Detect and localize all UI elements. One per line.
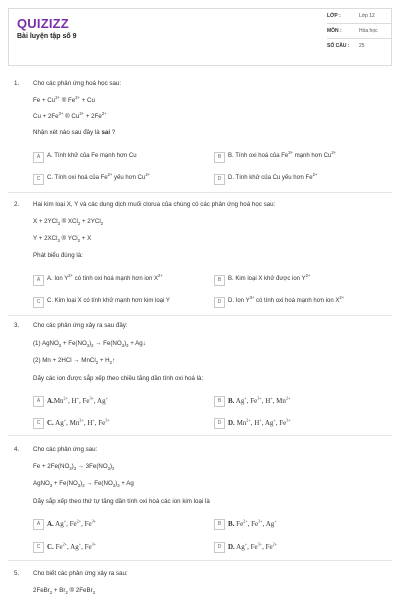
worksheet-header (8, 8, 392, 66)
option-letter-box: C (33, 297, 44, 308)
question-text: Hai kim loại X, Y và các dung dịch muối clorua của chúng có các phản ứng hoá học sau: (33, 201, 276, 208)
option-letter-box: D (214, 297, 225, 308)
meta-value: Hóa học (359, 28, 378, 34)
reaction-line: 2FeBr$_2$ + $Br_2$ ® 2FeBr$_3$ (33, 587, 95, 596)
question-text: Cho biết các phản ứng xảy ra sau: (33, 570, 128, 577)
option-a[interactable] (33, 518, 96, 530)
option-a[interactable] (33, 151, 137, 163)
option-text: D. Ag+, $Fe^{3+}$, $Fe^{2+}$ (228, 541, 278, 551)
meta-value: 25 (359, 43, 365, 49)
option-b[interactable] (214, 274, 310, 286)
reaction-line: (1) AgNO$_3$ + $Fe(NO_3)_2 \to Fe(NO_3)_3$ + Ag↓ (33, 340, 146, 349)
reaction-line: $Fe + Cu^{2+}$ ® $Fe^{2+} + Cu$ (33, 94, 95, 104)
meta-key: MÔN : (327, 28, 342, 34)
option-text: B. Ag+, $Fe^{3+}$, H+, $Mn^{2+}$ (228, 395, 291, 405)
reaction-line: (2) Mn + 2HCl → MnCl$_2$ + $H_2↑$ (33, 357, 116, 366)
question-prompt: Dãy sắp xếp theo thứ tự tăng dần tính oxi hoá các ion kim loại là (33, 498, 210, 505)
question-number: 2. (14, 201, 20, 208)
meta-row-count (327, 39, 392, 53)
page-title: Bài luyện tập số 9 (17, 33, 77, 40)
question-prompt: Nhận xét nào sau đây là sai ? (33, 129, 116, 136)
option-d[interactable] (214, 296, 344, 308)
meta-row-class (327, 9, 392, 24)
question-divider (8, 192, 392, 193)
option-text: B. Kim loại X khử được ion $Y^{2+}$ (228, 273, 311, 283)
option-text: C. Tính oxi hoá của $Fe^{2+}$ yếu hơn $Cu^{2+}$ (47, 172, 151, 182)
option-a[interactable] (33, 395, 108, 407)
reaction-line: $Cu + 2Fe^{3+}$ ® $Cu^{2+} + 2Fe^{2+}$ (33, 110, 107, 120)
question-number: 4. (14, 446, 20, 453)
option-b[interactable] (214, 518, 277, 530)
question-divider (8, 435, 392, 436)
option-text: D. Tính khử của Cu yếu hơn $Fe^{2+}$ (228, 172, 318, 182)
option-d[interactable] (214, 173, 317, 185)
question-text: Cho các phản ứng hoá học sau: (33, 80, 122, 87)
option-letter-box: B (214, 275, 225, 286)
meta-key: SỐ CÂU : (327, 43, 350, 49)
question-prompt: Dãy các ion được sắp xếp theo chiều tăng dần tính oxi hoá là: (33, 375, 204, 382)
option-letter-box: D (214, 418, 225, 429)
option-a[interactable] (33, 274, 163, 286)
option-b[interactable] (214, 395, 290, 407)
option-letter-box: C (33, 174, 44, 185)
option-text: C. $Fe^{2+}$, Ag+, $Fe^{3+}$ (47, 541, 97, 551)
reaction-line: Y + 2XCl$_3$ ® YCl$_2$ + X (33, 235, 92, 244)
question-divider (8, 315, 392, 316)
option-letter-box: C (33, 542, 44, 553)
question-number: 3. (14, 322, 20, 329)
question-divider (8, 560, 392, 561)
option-c[interactable] (33, 296, 170, 308)
option-text: $A.Mn^{2+}$, H+, $Fe^{3+}$, Ag+ (47, 395, 108, 405)
option-text: D. $Mn^{2+}$, H+, Ag+, $Fe^{3+}$ (228, 417, 291, 427)
option-b[interactable] (214, 151, 336, 163)
reaction-line: AgNO$_3$ + $Fe(NO_3)_2 \to Fe(NO_3)_3 + Ag$ (33, 480, 134, 489)
option-letter-box: A (33, 396, 44, 407)
meta-row-subject (327, 24, 392, 39)
option-text: B. Tính oxi hoá của $Fe^{3+}$ mạnh hơn $Cu^{2+}$ (228, 150, 337, 160)
option-text: A. Ion $Y^{2+}$ có tính oxi hoá mạnh hơn ion $X^{2+}$ (47, 273, 163, 283)
question-text: Cho các phản ứng sau: (33, 446, 98, 453)
quizizz-logo: QUIZIZZ (17, 16, 69, 31)
option-text: C. Kim loại X có tính khử mạnh hơn kim loại Y (47, 298, 170, 305)
option-text: B. $Fe^{2+}$, $Fe^{3+}$, Ag+ (228, 518, 277, 528)
option-letter-box: B (214, 396, 225, 407)
meta-value: Lớp 12 (359, 13, 375, 19)
option-letter-box: A (33, 152, 44, 163)
question-number: 5. (14, 570, 20, 577)
option-text: D. Ion $Y^{3+}$ có tính oxi hoá mạnh hơn ion $X^{2+}$ (228, 295, 345, 305)
option-d[interactable] (214, 541, 277, 553)
option-letter-box: D (214, 542, 225, 553)
option-letter-box: B (214, 519, 225, 530)
option-letter-box: D (214, 174, 225, 185)
question-prompt: Phát biểu đúng là: (33, 252, 83, 259)
reaction-line: X + 2YCl$_3$ ® XCl$_2$ + 2YCl$_2$ (33, 218, 104, 227)
option-text: A. Ag+, $Fe^{2+}$, $Fe^{3+}$ (47, 518, 97, 528)
meta-table (327, 9, 392, 53)
option-c[interactable] (33, 417, 110, 429)
option-letter-box: B (214, 152, 225, 163)
option-d[interactable] (214, 417, 291, 429)
option-text: C. Ag+, $Mn^{2+}$, H+, $Fe^{3+}$ (47, 417, 110, 427)
option-text: A. Tính khử của Fe mạnh hơn Cu (47, 153, 137, 160)
option-letter-box: A (33, 275, 44, 286)
option-letter-box: C (33, 418, 44, 429)
question-number: 1. (14, 80, 20, 87)
option-c[interactable] (33, 173, 150, 185)
meta-key: LỚP : (327, 13, 341, 19)
reaction-line: $Fe + 2Fe(NO_3)_3 \to 3Fe(NO_3)_2$ (33, 463, 115, 472)
option-c[interactable] (33, 541, 96, 553)
question-text: Cho các phản ứng xảy ra sau đây: (33, 322, 128, 329)
option-letter-box: A (33, 519, 44, 530)
